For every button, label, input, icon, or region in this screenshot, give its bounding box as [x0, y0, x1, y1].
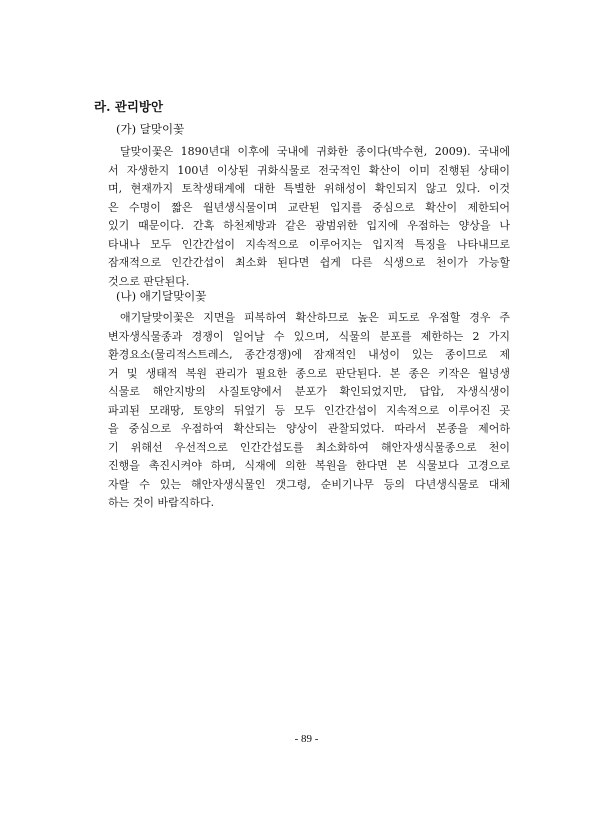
section-heading: 라. 관리방안 [94, 99, 164, 114]
paragraph-line: 식물로 해안지방의 사질토양에서 분포가 확인되었지만, 답압, 자생식생이 [108, 385, 510, 398]
paragraph-line: 진행을 촉진시켜야 하며, 식재에 의한 복원을 한다면 본 식물보다 고경으로 [108, 459, 510, 472]
paragraph-line: 자랄 수 있는 해안자생식물인 갯그령, 순비기나무 등의 다년생식물로 대체 [108, 477, 510, 491]
paragraph-line: 은 수명이 짧은 월년생식물이며 교란된 입지를 중심으로 확산이 제한되어 [108, 200, 510, 214]
page-number: - 89 - [294, 733, 319, 745]
paragraph-line: 거 및 생태적 복원 관리가 필요한 종으로 판단된다. 본 종은 키작은 월녕생 [108, 366, 510, 380]
subsection-heading-a: (가) 달맞이꽃 [116, 122, 185, 136]
paragraph-line: 환경요소(물리적스트레스, 종간경쟁)에 잠재적인 내성이 있는 종이므로 제 [108, 348, 510, 361]
paragraph-line: 하는 것이 바람직하다. [108, 496, 215, 509]
paragraph-line: 을 중심으로 우점하여 확산되는 양상이 관찰되었다. 따라서 본종을 제어하 [108, 422, 510, 435]
paragraph-line: 것으로 판단된다. [108, 274, 190, 288]
paragraph-line: 변자생식물종과 경쟁이 일어날 수 있으며, 식물의 분포를 제한하는 2 가지 [108, 329, 510, 343]
paragraph-line: 며, 현재까지 토착생태계에 대한 특별한 위해성이 확인되지 않고 있다. 이것 [108, 182, 510, 195]
paragraph-evening-primrose [108, 143, 510, 291]
paragraph-line: 서 자생한지 100년 이상된 귀화식물로 전국적인 확산이 이미 진행된 상태이 [108, 163, 510, 177]
subsection-heading-b: (나) 애기달맞이꽃 [116, 289, 207, 303]
paragraph-line: 파괴된 모래땅, 토양의 뒤엎기 등 모두 인간간섭이 지속적으로 이루어진 곳 [108, 403, 510, 417]
paragraph-line: 기 위해선 우선적으로 인간간섭도를 최소화하여 해안자생식물종으로 천이 [108, 440, 510, 454]
paragraph-line: 있기 때문이다. 간혹 하천제방과 같은 광범위한 입지에 우점하는 양상을 나 [108, 219, 510, 232]
paragraph-line: 잠재적으로 인간간섭이 최소화 된다면 쉽게 다른 식생으로 천이가 가능할 [108, 256, 510, 269]
paragraph-beach-evening-primrose [108, 309, 510, 513]
paragraph-line: 애기달맞이꽃은 지면을 피복하여 확산하므로 높은 피도로 우점할 경우 주 [120, 311, 510, 324]
paragraph-line: 달맞이꽃은 1890년대 이후에 국내에 귀화한 종이다(박수현, 2009). 국내에 [120, 145, 510, 158]
paragraph-line: 타내나 모두 인간간섭이 지속적으로 이루어지는 입지적 특징을 나타내므로 [108, 237, 510, 251]
